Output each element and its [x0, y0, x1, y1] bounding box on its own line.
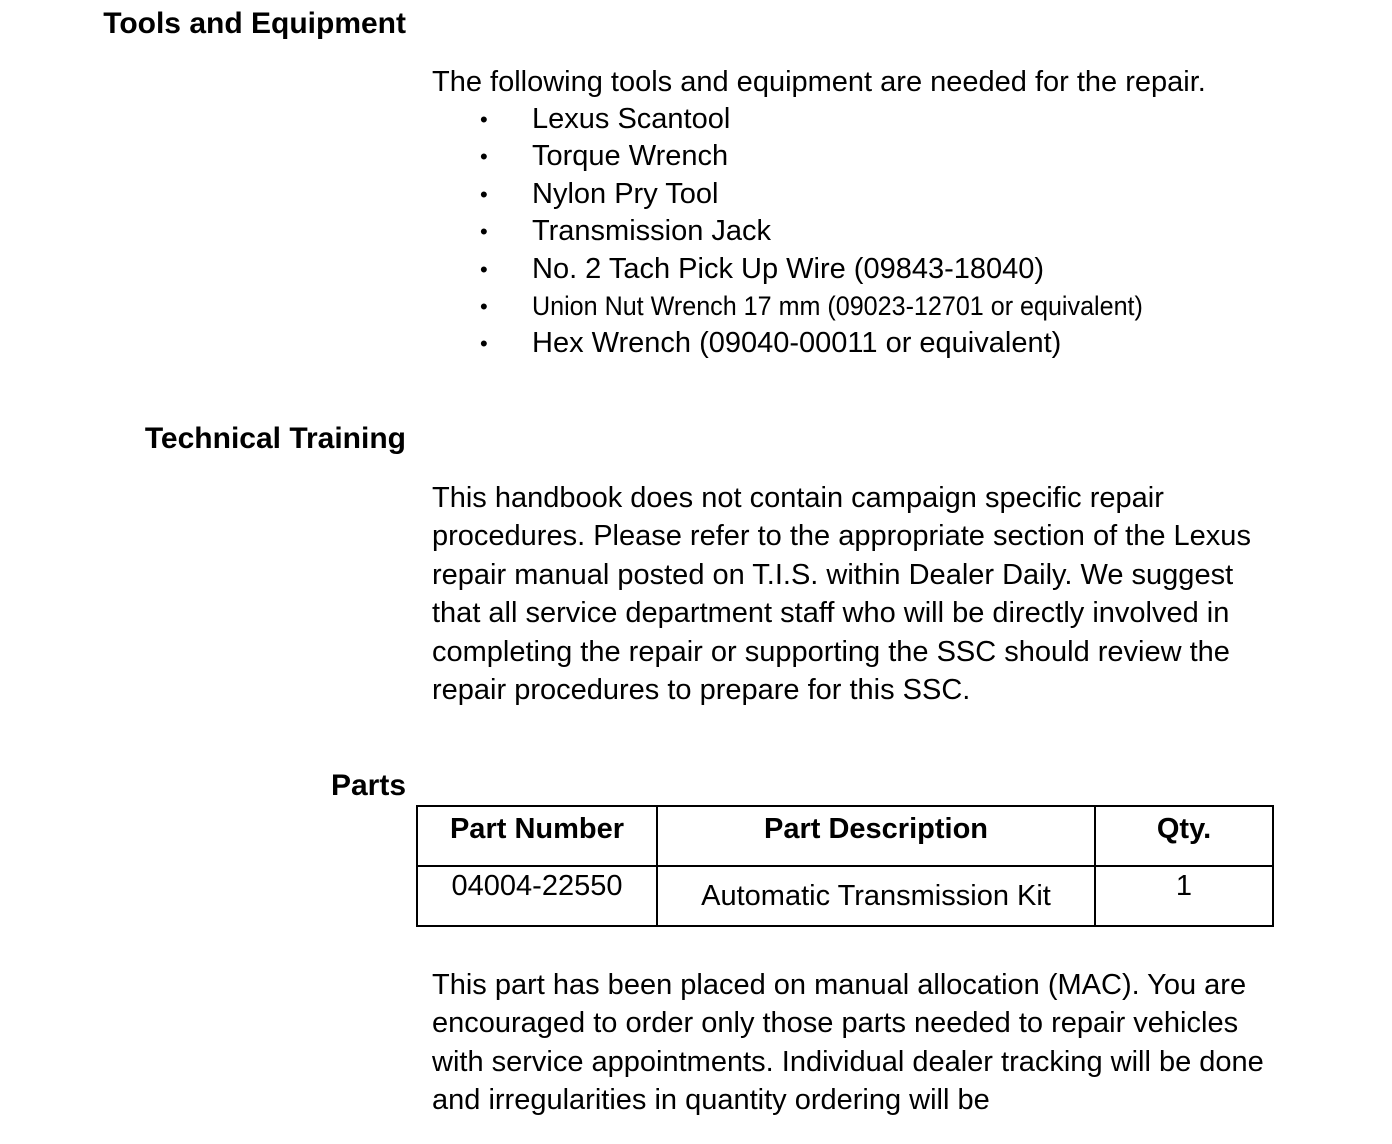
table-row: [417, 866, 1273, 926]
tool-label: Lexus Scantool: [532, 103, 731, 135]
list-item: [432, 288, 1189, 325]
bullet-icon: •: [480, 331, 488, 357]
parts-heading: Parts: [330, 769, 406, 802]
list-item: [432, 213, 1189, 250]
list-item: [432, 176, 1189, 213]
tool-label: Union Nut Wrench 17 mm (09023-12701 or equivalent): [532, 290, 1143, 321]
bullet-icon: •: [480, 144, 488, 170]
bullet-icon: •: [480, 256, 488, 282]
header-qty: Qty.: [1095, 806, 1273, 866]
list-item: [432, 251, 1189, 288]
list-item: [432, 101, 1189, 138]
list-item: [432, 138, 1189, 175]
parts-paragraph: This part has been placed on manual allocation (MAC). You are encouraged to order only those parts needed to repair vehicles with service appointments. Individual dealer tracking will be done and irregularities in quantity ordering will be: [432, 969, 1264, 1117]
training-heading: Technical Training: [144, 422, 406, 455]
training-paragraph: This handbook does not contain campaign specific repair procedures. Please refer to the appropriate section of the Lexus repair manual posted on T.I.S. within Dealer Daily. We suggest that all service department staff who will be directly involved in completing the repair or supporting the SSC should review the repair procedures to prepare for this SSC.: [432, 482, 1251, 707]
tools-intro: The following tools and equipment are needed for the repair.: [432, 66, 1206, 98]
bullet-icon: •: [480, 219, 488, 245]
table-header-row: [417, 806, 1273, 866]
bullet-icon: •: [480, 293, 488, 319]
cell-qty: 1: [1095, 866, 1273, 926]
cell-part-number: 04004-22550: [417, 866, 657, 926]
list-item: [432, 325, 1189, 362]
tool-label: Torque Wrench: [532, 140, 729, 173]
header-part-number: Part Number: [417, 806, 657, 866]
cell-part-description: Automatic Transmission Kit: [657, 866, 1095, 926]
bullet-icon: •: [480, 181, 488, 207]
tool-label: No. 2 Tach Pick Up Wire (09843-18040): [532, 252, 1045, 285]
tools-heading: Tools and Equipment: [103, 7, 406, 40]
tool-label: Transmission Jack: [532, 215, 772, 248]
header-part-description: Part Description: [657, 806, 1095, 866]
bullet-icon: •: [480, 107, 488, 132]
tools-list: [432, 101, 1189, 363]
parts-table: [416, 805, 1274, 927]
tool-label: Hex Wrench (09040-00011 or equivalent): [532, 327, 1062, 360]
tool-label: Nylon Pry Tool: [532, 177, 719, 210]
